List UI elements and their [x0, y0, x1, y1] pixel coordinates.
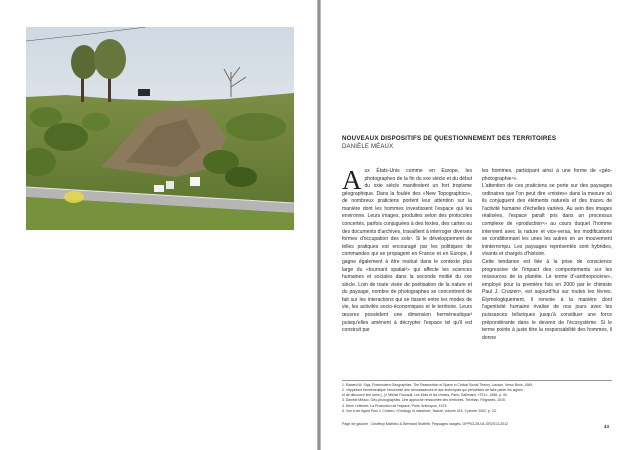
body-paragraph: les hommes, participant ainsi à une forme de «géo-photographie⁴». [482, 168, 612, 182]
footnote: 2. «Appelons herméneutique l'ensemble des connaissances et des techniques qui permettent de faire parler les signes [342, 388, 523, 393]
body-column-left [342, 165, 473, 335]
article-title: NOUVEAUX DISPOSITIFS DE QUESTIONNEMENT DES TERRITOIRES [342, 135, 557, 142]
body-paragraph: L'attention de ces praticiens se porte sur des paysages ordinaires que l'on peut dire «mixtes» dans la mesure où ils conjuguent des éléments naturels et des traces de l'activité humaine d'échelles variées. Au sein des images réalisées, l'espace paraît pris dans un processus complexe de «production⁵» au cours duquel l'homme intervient avec la nature et vice-versa, les modifications se conditionnant les unes les autres en un mouvement ininterrompu. Les paysages représentés sont hybrides, vivants et chargés d'histoire. [482, 183, 612, 258]
footnote: 4. Henri Lefebvre, La Production de l'espace, Paris, Anthropos, 1974. [342, 403, 448, 408]
landscape-photograph [26, 27, 294, 230]
footnote: 5. Voir à cet égard Paul J. Crutzen, «Geology of mankind», Nature, volume 415, 3 janvier 2002, p. 23. [342, 408, 497, 413]
body-paragraph: Cette tendance est liée à la prise de conscience progressive de l'impact des comportements sur les ressources de la planète. Le terme d'«anthropocène», employé pour la première fois en 2000 par le chimiste Paul J. Crutzen⁶, est aujourd'hui sur toutes les lèvres. Étymologiquement, il renvoie à la manière dont l'agentivité humaine rivalise de nos jours avec les puissances telluriques jusqu'à constituer une force prépondérante dans le devenir de l'écosystème. Si le terme pointe à juste titre la responsabilité des hommes, il donne [482, 258, 612, 341]
footnote: 1. Edward W. Soja, Postmodern Geographies. The Reassertion of Space in Critical Social Theory, London, Verso Book, 1989. [342, 383, 534, 387]
photo-credit: Page de gauche : Geoffroy Mathieu & Bertrand Stofleth, Paysages usagés, OPP03-28-04-GR2013-2012 [342, 422, 509, 426]
drop-cap: A [342, 165, 362, 195]
article-author: DANIÈLE MÉAUX [342, 144, 394, 150]
footnote: et de découvrir leur sens [...]» Michel Foucault, Les Mots et les choses, Paris, Gallimard, «TEL», 1966, p. 44. [342, 393, 508, 398]
body-column-right [482, 168, 612, 342]
page-number: 43 [604, 424, 610, 429]
body-paragraph: Aux États-Unis comme en Europe, les photographes de la fin du xxe siècle et du début du xxie siècle manifestent un fort tropisme géographique. Dans la foulée des «New Topographics», de nombreux praticiens portent leur attention sur la manière dont les hommes investissent l'espace qui les environne. Leurs images, produites selon des protocoles concertés, parfois conjuguées à des textes, des cartes ou des documents d'archives, travaillent à interroger diverses formes d'occupation des sols¹. Si le développement de telles pratiques est encouragé par les politiques de commandes qui se propagent en France et en Europe, il gagne également à être resitué dans le contexte plus large du «tournant spatial²» qui affecte les sciences humaines et sociales dans la seconde moitié du xxe siècle. Loin de toute visée de poétisation de la nature et du paysage, nombre de photographes se concentrent de fait sur les interactions qui se tissent entre les modes de vie, les activités socio-économiques et le territoire. Leurs œuvres possèdent une dimension herméneutique³ puisqu'elles amènent à décrypter l'espace tel qu'il est construit par [342, 165, 473, 334]
footnote-divider [342, 380, 612, 381]
footnotes [342, 383, 614, 414]
footnote: 3. Danièle Méaux, Géo-photographies. Une approche renouvelée des territoires, Trézélan, Filigranes, 2015. [342, 398, 506, 403]
